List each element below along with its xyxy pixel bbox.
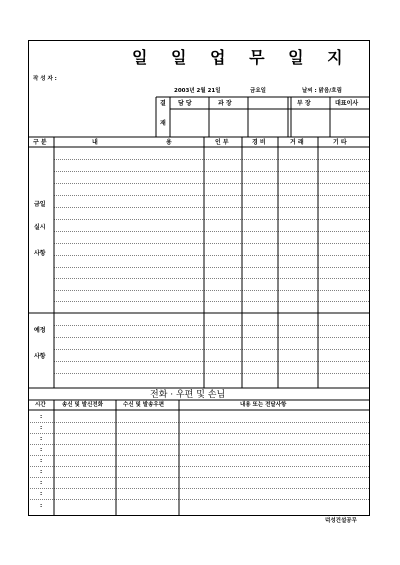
header-phone-calls: 송신 및 발신전화 <box>62 402 104 408</box>
category-tomorrow-line2: 사항 <box>34 353 46 360</box>
category-today-line2: 실시 <box>34 224 46 231</box>
header-mail: 수신 및 발송우편 <box>123 402 165 408</box>
header-workers: 인 부 <box>215 139 229 146</box>
time-cell: : <box>40 436 43 442</box>
work-log-form <box>28 40 370 516</box>
date-text: 2003년 2월 21일 <box>174 88 221 94</box>
author-label: 작 성 자 : <box>33 76 57 82</box>
header-message-content: 내용 또는 전달사항 <box>240 402 287 408</box>
header-category: 구 분 <box>33 139 47 146</box>
form-grid-lines <box>28 40 370 516</box>
footer-company: 덕성건설공무 <box>325 518 357 524</box>
approval-header-department-head: 부 장 <box>297 100 311 107</box>
weather-text: 날씨 : 맑음/흐림 <box>302 88 342 94</box>
time-cell: : <box>40 425 43 431</box>
header-expenses: 경 비 <box>252 139 266 146</box>
approval-header-manager: 담 당 <box>178 100 192 107</box>
header-other: 기 타 <box>333 139 347 146</box>
time-cell: : <box>40 447 43 453</box>
approval-header-ceo: 대표이사 <box>335 100 359 107</box>
category-today-line3: 사항 <box>34 250 46 257</box>
time-cell: : <box>40 469 43 475</box>
approval-header-section-chief: 과 장 <box>218 100 232 107</box>
header-content-left: 내 <box>92 139 98 146</box>
document-title: 일 일 업 무 일 지 <box>132 48 352 67</box>
time-cell: : <box>40 503 43 509</box>
time-cell: : <box>40 458 43 464</box>
section-calls-mail-visitors-title: 전화 · 우편 및 손님 <box>150 390 226 400</box>
category-today-line1: 금일 <box>34 201 46 208</box>
approval-side-label-bottom: 재 <box>160 120 166 127</box>
weekday-text: 금요일 <box>250 88 266 94</box>
approval-side-label-top: 결 <box>160 100 166 107</box>
category-tomorrow-line1: 예정 <box>34 327 46 334</box>
time-cell: : <box>40 491 43 497</box>
header-time: 시간 <box>35 402 46 408</box>
time-cell: : <box>40 414 43 420</box>
header-transactions: 거 래 <box>290 139 304 146</box>
time-cell: : <box>40 480 43 486</box>
header-content-right: 용 <box>166 139 172 146</box>
